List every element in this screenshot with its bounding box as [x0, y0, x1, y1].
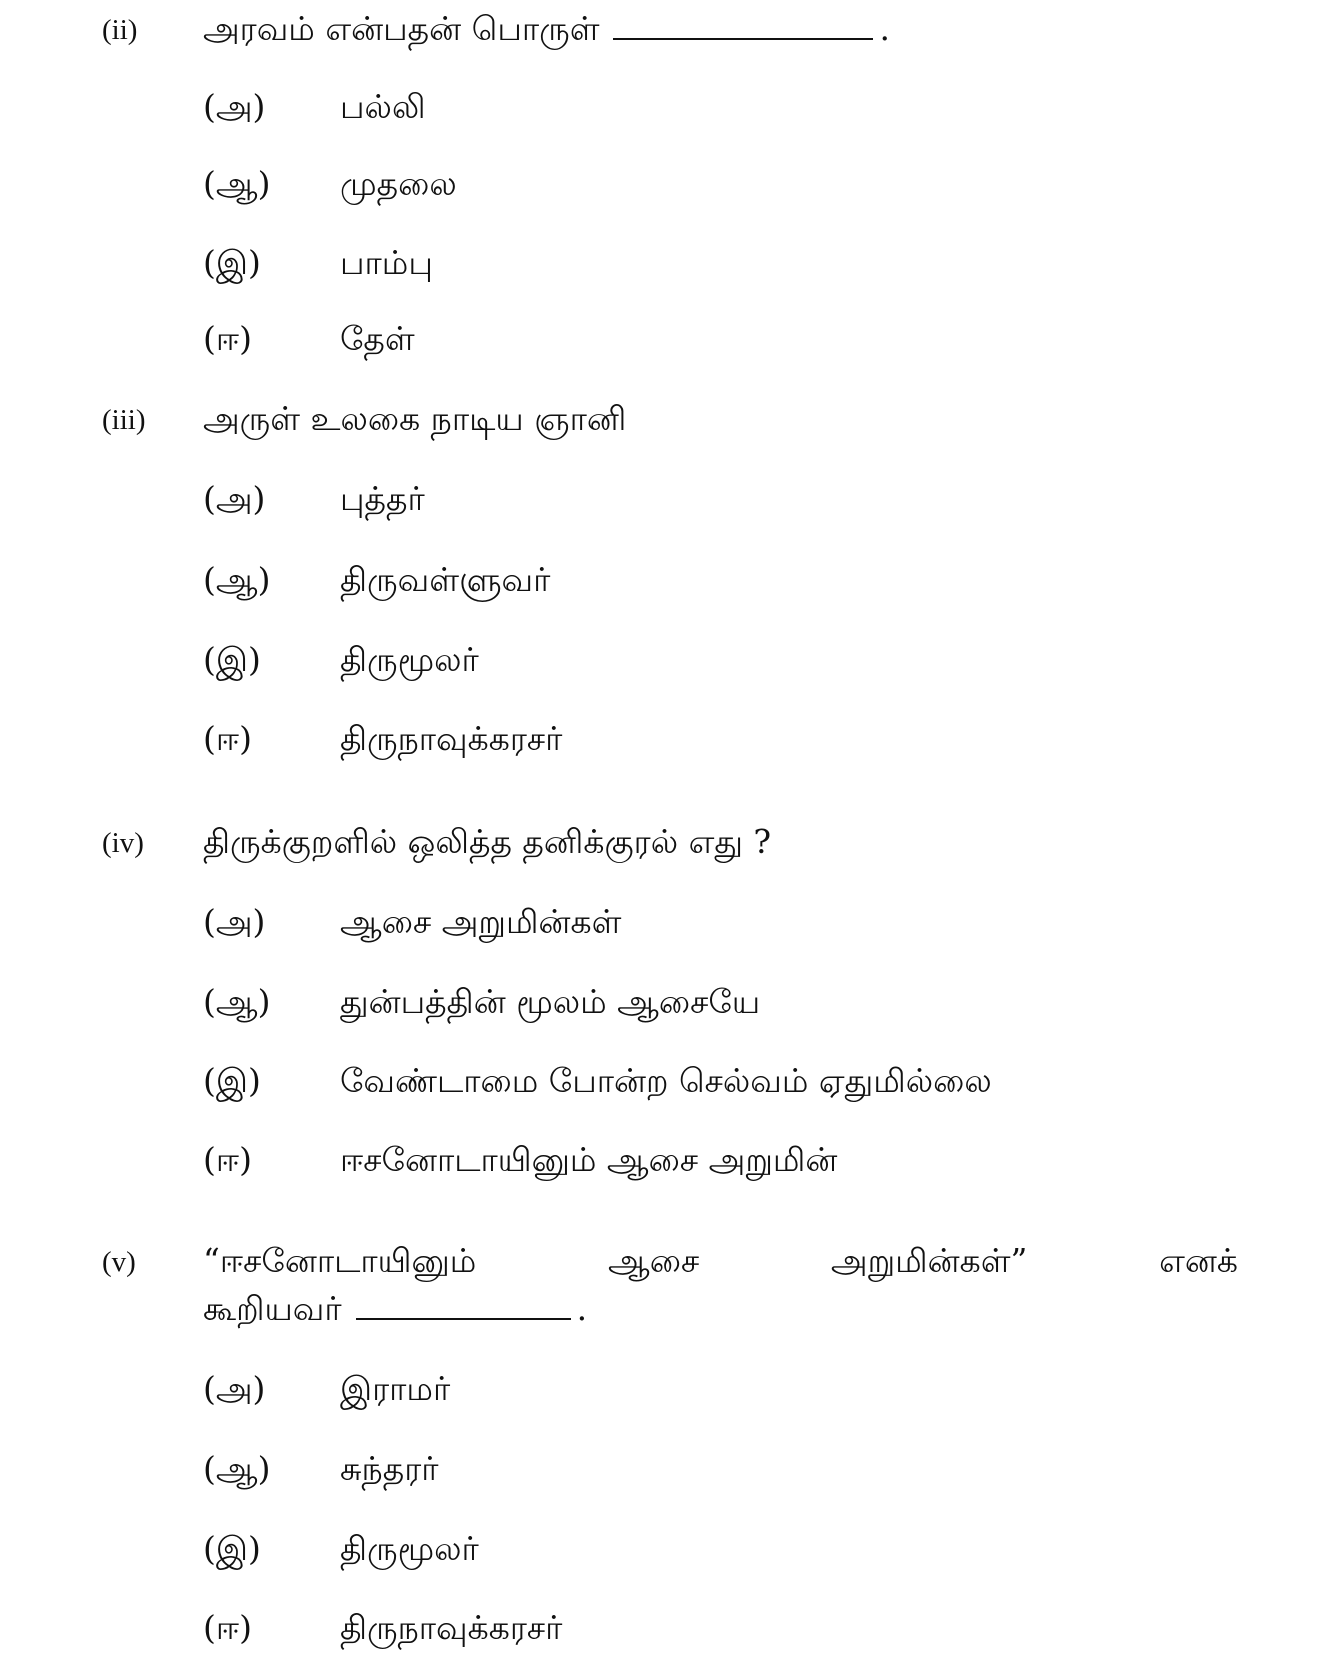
question-word: அறுமின்கள்”	[830, 1241, 1028, 1280]
option-text: துன்பத்தின் மூலம் ஆசையே	[340, 982, 761, 1021]
question-text-line1	[203, 1241, 1238, 1280]
option-text: சுந்தரர்	[340, 1449, 439, 1488]
question-text: அருள் உலகை நாடிய ஞானி	[203, 399, 627, 438]
option-text: இராமர்	[340, 1369, 451, 1408]
option-text: ஈசனோடாயினும் ஆசை அறுமின்	[340, 1140, 838, 1179]
option-label: (ஆ)	[203, 560, 271, 599]
question-number: (iii)	[102, 404, 146, 436]
option-text: திருமூலர்	[340, 1529, 479, 1568]
option-label: (அ)	[203, 479, 266, 518]
option-label: (இ)	[203, 640, 261, 679]
option-text: திருவள்ளுவர்	[340, 560, 551, 599]
option-label: (இ)	[203, 1529, 261, 1568]
option-label: (இ)	[203, 243, 261, 282]
option-label: (ஈ)	[203, 1140, 253, 1179]
option-label: (ஈ)	[203, 319, 253, 358]
question-word: ஆசை	[608, 1241, 700, 1280]
question-word: எனக்	[1159, 1241, 1238, 1280]
question-stem: அரவம் என்பதன் பொருள்	[203, 9, 600, 48]
answer-blank	[613, 38, 873, 40]
option-label: (ஆ)	[203, 164, 271, 203]
option-text: வேண்டாமை போன்ற செல்வம் ஏதுமில்லை	[340, 1061, 992, 1100]
question-number: (ii)	[102, 14, 138, 46]
option-label: (இ)	[203, 1061, 261, 1100]
option-text: முதலை	[340, 164, 457, 203]
option-text: திருமூலர்	[340, 640, 479, 679]
option-text: ஆசை அறுமின்கள்	[340, 902, 622, 941]
option-text: பாம்பு	[340, 243, 433, 282]
answer-blank	[356, 1318, 571, 1320]
question-period: .	[576, 1289, 588, 1328]
option-label: (அ)	[203, 87, 266, 126]
question-text: திருக்குறளில் ஒலித்த தனிக்குரல் எது ?	[203, 822, 772, 861]
option-text: பல்லி	[340, 87, 426, 126]
question-number: (iv)	[102, 827, 144, 859]
option-label: (ஆ)	[203, 982, 271, 1021]
option-label: (ஈ)	[203, 1608, 253, 1647]
option-label: (ஆ)	[203, 1449, 271, 1488]
option-text: தேள்	[340, 319, 415, 358]
question-stem: கூறியவர்	[203, 1289, 342, 1328]
option-text: திருநாவுக்கரசர்	[340, 1608, 563, 1647]
option-label: (அ)	[203, 902, 266, 941]
question-number: (v)	[102, 1246, 136, 1278]
question-text	[203, 9, 890, 48]
option-text: புத்தர்	[340, 479, 425, 518]
option-text: திருநாவுக்கரசர்	[340, 719, 563, 758]
question-period: .	[879, 9, 890, 48]
option-label: (ஈ)	[203, 719, 253, 758]
question-word: “ஈசனோடாயினும்	[203, 1241, 477, 1280]
question-text-line2	[203, 1289, 588, 1328]
option-label: (அ)	[203, 1369, 266, 1408]
